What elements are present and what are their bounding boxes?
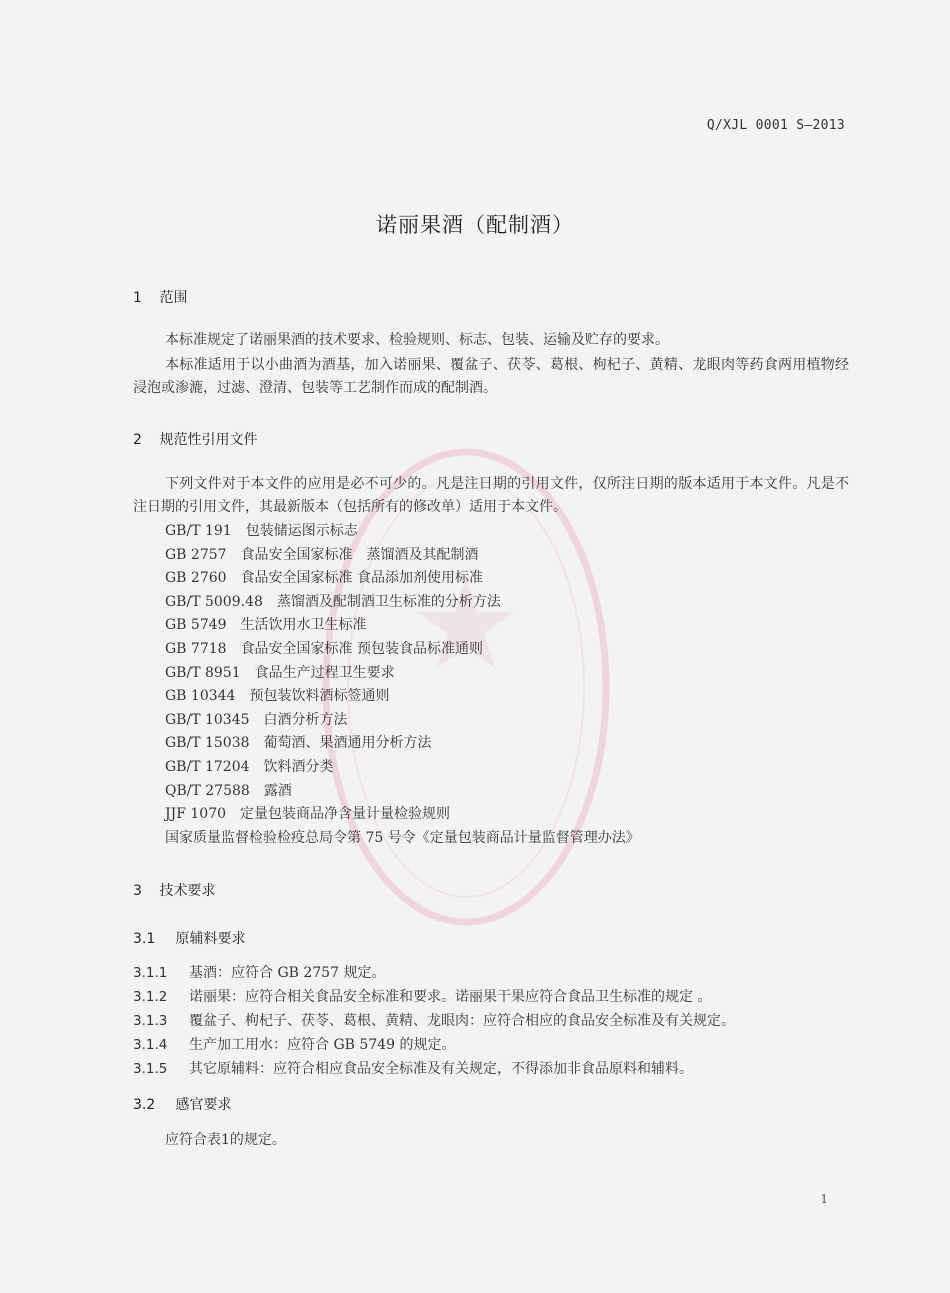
- clause-text: 诺丽果：应符合相关食品安全标准和要求。诺丽果干果应符合食品卫生标准的规定 。: [189, 989, 712, 1005]
- reference-item: [165, 638, 640, 662]
- reference-title: 食品生产过程卫生要求: [254, 664, 395, 681]
- reference-code: GB/T 8951: [165, 664, 241, 681]
- reference-title: 国家质量监督检验检疫总局令第 75 号令《定量包装商品计量监督管理办法》: [165, 829, 640, 846]
- reference-title: 食品安全国家标准 预包装食品标准通则: [240, 640, 484, 657]
- section-1-heading: [133, 287, 187, 307]
- reference-item: [165, 520, 640, 544]
- reference-title: 定量包装商品净含量计量检验规则: [240, 806, 451, 823]
- reference-code: GB 10344: [165, 688, 236, 705]
- section-number: 1: [133, 290, 142, 306]
- reference-item: [165, 803, 640, 827]
- clause-text: 生产加工用水：应符合 GB 5749 的规定。: [189, 1037, 456, 1053]
- reference-title: 预包装饮料酒标签通则: [249, 688, 390, 705]
- sensory-requirement-text: 应符合表1的规定。: [165, 1132, 286, 1148]
- clause-number: 3.1.3: [133, 1013, 168, 1029]
- clause-item: [133, 1057, 873, 1081]
- reference-code: JJF 1070: [165, 806, 227, 823]
- clause-number: 3.1.5: [133, 1061, 168, 1077]
- page-number: 1: [820, 1192, 828, 1206]
- clause-list: [133, 961, 873, 1081]
- section-number: 3: [133, 883, 142, 899]
- section-title: 技术要求: [159, 883, 216, 899]
- standard-code: Q/XJL 0001 S—2013: [706, 118, 845, 133]
- reference-item: [165, 567, 640, 591]
- reference-code: GB 5749: [165, 617, 227, 634]
- reference-code: GB 2757: [165, 546, 227, 563]
- reference-item: [165, 614, 640, 638]
- section-title: 规范性引用文件: [159, 432, 258, 448]
- clause-number: 3.1.1: [133, 965, 168, 981]
- reference-code: GB 2760: [165, 570, 227, 587]
- scope-paragraph-2: 本标准适用于以小曲酒为酒基，加入诺丽果、覆盆子、茯苓、葛根、枸杞子、黄精、龙眼肉等药食两用植物经浸泡或渗漉，过滤、澄清、包装等工艺制作而成的配制酒。: [133, 357, 849, 396]
- clause-item: [133, 985, 873, 1009]
- clause-number: 3.1.2: [133, 989, 168, 1005]
- scope-paragraph-1: 本标准规定了诺丽果酒的技术要求、检验规则、标志、包装、运输及贮存的要求。: [165, 332, 669, 348]
- reference-item: [165, 732, 640, 756]
- reference-code: GB 7718: [165, 640, 227, 657]
- reference-title: 白酒分析方法: [263, 711, 348, 728]
- section-title: 感官要求: [175, 1097, 232, 1113]
- reference-item: [165, 756, 640, 780]
- clause-text: 基酒：应符合 GB 2757 规定。: [189, 965, 386, 981]
- reference-title: 生活饮用水卫生标准: [240, 617, 367, 634]
- section-title: 原辅料要求: [175, 931, 246, 947]
- reference-title: 露酒: [263, 782, 292, 799]
- reference-title: 食品安全国家标准 食品添加剂使用标准: [240, 570, 484, 587]
- section-title: 范围: [159, 290, 188, 306]
- reference-code: GB/T 15038: [165, 735, 250, 752]
- clause-text: 覆盆子、枸杞子、茯苓、葛根、黄精、龙眼肉：应符合相应的食品安全标准及有关规定。: [189, 1013, 735, 1029]
- reference-title: 食品安全国家标准 蒸馏酒及其配制酒: [240, 546, 479, 563]
- reference-item: [165, 685, 640, 709]
- reference-item: [165, 827, 640, 851]
- clause-text: 其它原辅料：应符合相应食品安全标准及有关规定，不得添加非食品原料和辅料。: [189, 1061, 693, 1077]
- section-3-heading: [133, 880, 215, 900]
- reference-code: GB/T 5009.48: [165, 593, 263, 610]
- reference-code: GB/T 17204: [165, 758, 250, 775]
- reference-title: 包装储运图示标志: [245, 523, 358, 539]
- reference-code: GB/T 10345: [165, 711, 250, 728]
- reference-item: [165, 591, 640, 615]
- section-number: 2: [133, 432, 142, 448]
- reference-item: [165, 662, 640, 686]
- document-title: 诺丽果酒（配制酒）: [376, 213, 574, 237]
- reference-item: [165, 709, 640, 733]
- reference-list: [165, 520, 640, 850]
- reference-title: 蒸馏酒及配制酒卫生标准的分析方法: [276, 593, 501, 610]
- reference-code: QB/T 27588: [165, 782, 250, 799]
- clause-item: [133, 1033, 873, 1057]
- section-2-heading: [133, 429, 257, 449]
- section-number: 3.2: [133, 1097, 156, 1113]
- reference-title: 葡萄酒、果酒通用分析方法: [263, 735, 432, 752]
- references-intro: 下列文件对于本文件的应用是必不可少的。凡是注日期的引用文件，仅所注日期的版本适用于本文件。凡是不注日期的引用文件，其最新版本（包括所有的修改单）适用于本文件。: [133, 476, 849, 515]
- clause-item: [133, 1009, 873, 1033]
- section-3-1-heading: [133, 928, 245, 948]
- clause-number: 3.1.4: [133, 1037, 168, 1053]
- reference-item: [165, 544, 640, 568]
- section-number: 3.1: [133, 931, 156, 947]
- clause-item: [133, 961, 873, 985]
- reference-title: 饮料酒分类: [263, 758, 334, 775]
- reference-item: [165, 780, 640, 804]
- section-3-2-heading: [133, 1094, 231, 1114]
- reference-code: GB/T 191: [165, 523, 232, 539]
